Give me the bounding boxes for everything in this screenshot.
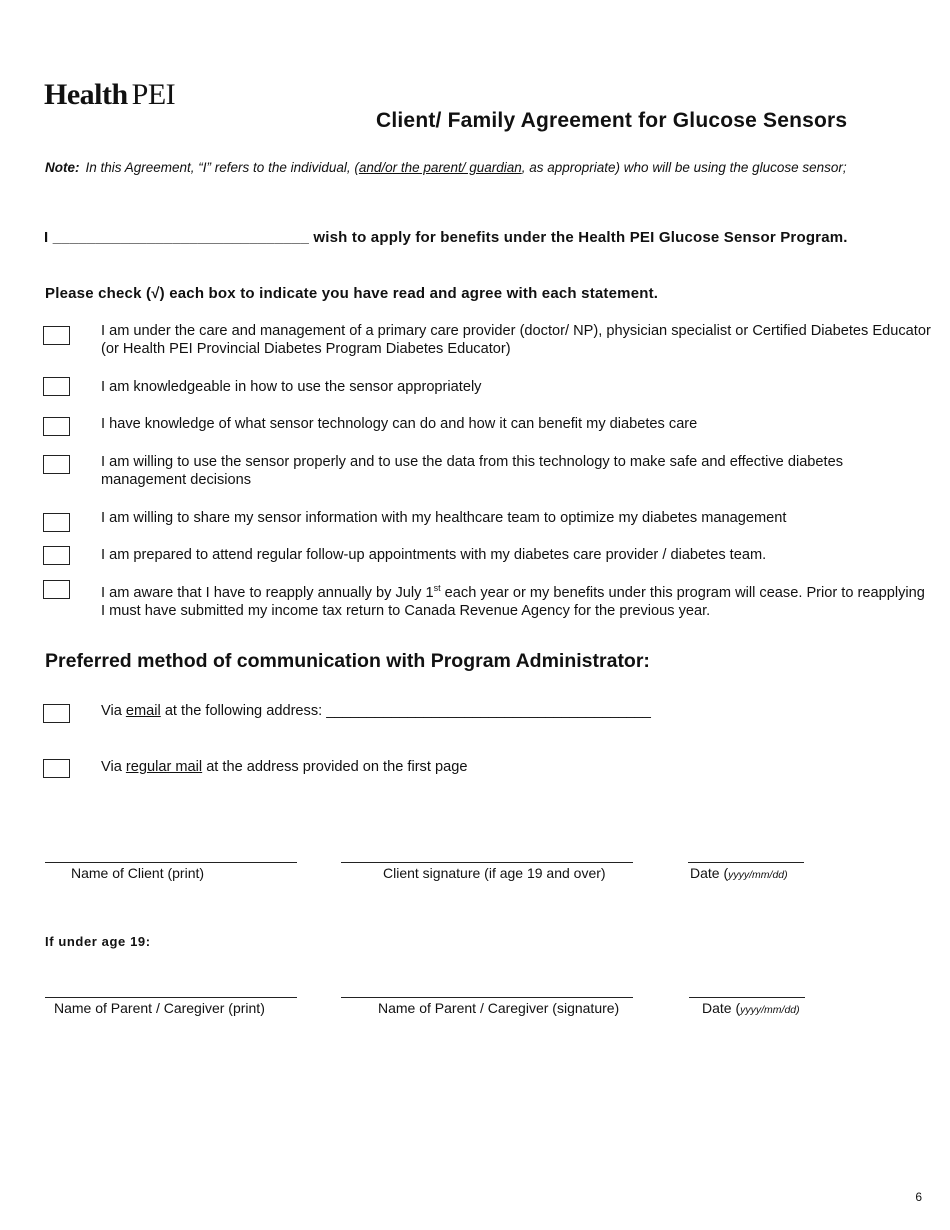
note-line: Note: In this Agreement, “I” refers to the individual, (and/or the parent/ guardian, as appropriate) who will be using the glucose sensor;: [45, 160, 847, 175]
statement-5: I am willing to share my sensor information with my healthcare team to optimize my diabetes management: [101, 510, 787, 526]
statement-checkbox-1[interactable]: [43, 326, 70, 345]
statement-checkbox-5[interactable]: [43, 513, 70, 532]
statement-3: I have knowledge of what sensor technology can do and how it can benefit my diabetes care: [101, 416, 698, 432]
statement-4: I am willing to use the sensor properly and to use the data from this technology to make safe and effective diabetes management decisions: [101, 454, 844, 488]
client-name-caption: Name of Client (print): [71, 865, 205, 881]
client-signature-caption: Client signature (if age 19 and over): [383, 865, 606, 881]
statement-checkbox-3[interactable]: [43, 417, 70, 436]
email-checkbox[interactable]: [43, 704, 70, 723]
client-name-line[interactable]: [45, 862, 297, 863]
page-number: 6: [915, 1190, 922, 1204]
email-option: Via email at the following address: ________________________________________: [101, 703, 651, 719]
under-19-label: If under age 19:: [45, 934, 151, 949]
client-date-line[interactable]: [688, 862, 804, 863]
client-date-caption: Date (yyyy/mm/dd): [690, 865, 788, 881]
parent-name-line[interactable]: [45, 997, 297, 998]
statement-checkbox-7[interactable]: [43, 580, 70, 599]
parent-signature-line[interactable]: [341, 997, 633, 998]
apply-name-line: I ______________________________ wish to apply for benefits under the Health PEI Glucose Sensor Program.: [44, 229, 848, 246]
regular-mail-checkbox[interactable]: [43, 759, 70, 778]
communication-heading: Preferred method of communication with Program Administrator:: [45, 650, 650, 672]
parent-date-caption: Date (yyyy/mm/dd): [702, 1000, 800, 1016]
health-pei-logo: Health PEI: [44, 78, 176, 111]
client-signature-line[interactable]: [341, 862, 633, 863]
parent-signature-caption: Name of Parent / Caregiver (signature): [378, 1000, 620, 1016]
statement-checkbox-2[interactable]: [43, 377, 70, 396]
parent-date-line[interactable]: [689, 997, 805, 998]
statement-6: I am prepared to attend regular follow-up appointments with my diabetes care provider / diabetes team.: [101, 547, 767, 563]
statement-checkbox-6[interactable]: [43, 546, 70, 565]
regular-mail-option: Via regular mail at the address provided on the first page: [101, 759, 468, 775]
parent-name-caption: Name of Parent / Caregiver (print): [54, 1000, 265, 1016]
statement-2: I am knowledgeable in how to use the sensor appropriately: [101, 379, 482, 395]
check-instruction: Please check (√) each box to indicate you have read and agree with each statement.: [45, 285, 659, 302]
statement-checkbox-4[interactable]: [43, 455, 70, 474]
statement-7: I am aware that I have to reapply annually by July 1st each year or my benefits under this program will cease. Prior to reapplying I must have submitted my income tax return to Canada Revenue Agency for the previous year.: [101, 583, 925, 619]
page-title: Client/ Family Agreement for Glucose Sensors: [376, 109, 848, 132]
statement-1: I am under the care and management of a primary care provider (doctor/ NP), physician specialist or Certified Diabetes Educator (or Health PEI Provincial Diabetes Program Diabetes Educator): [101, 323, 931, 357]
